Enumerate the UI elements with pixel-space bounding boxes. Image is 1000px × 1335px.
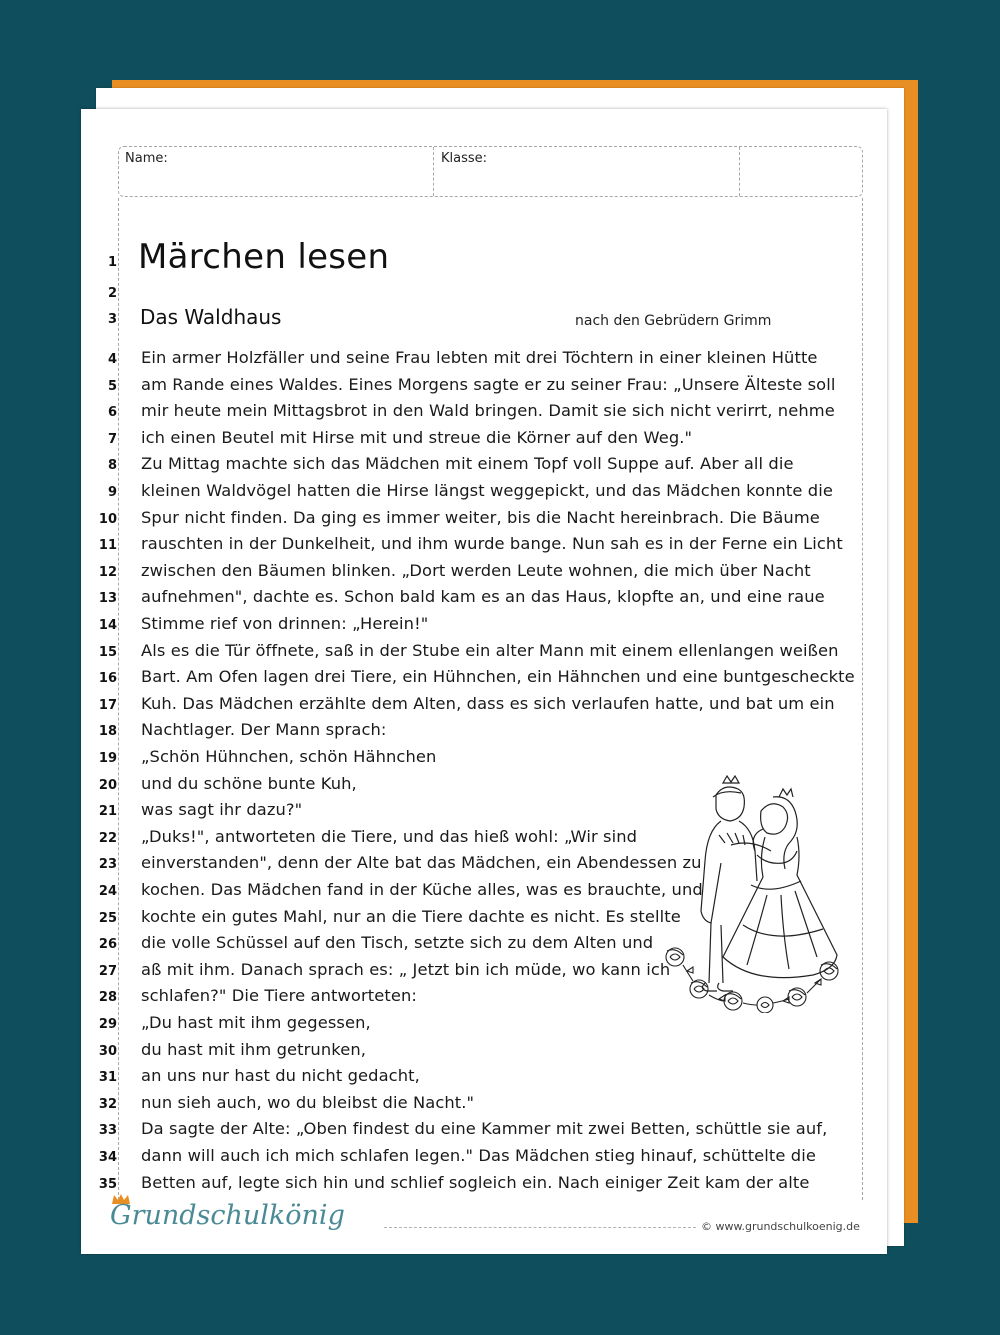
dancing-couple-illustration	[661, 775, 846, 1013]
line-number: 6	[107, 405, 117, 421]
line-number: 3	[107, 312, 117, 327]
story-line: Stimme rief von drinnen: „Herein!"	[141, 614, 429, 633]
story-line: Zu Mittag machte sich das Mädchen mit einem Topf voll Suppe auf. Aber all die	[141, 454, 794, 474]
line-number: 2	[107, 286, 117, 301]
line-number: 8	[107, 458, 117, 474]
story-line: kochte ein gutes Mahl, nur an die Tiere dachte es nicht. Es stellte	[141, 906, 681, 926]
line-number: 26	[98, 937, 117, 953]
story-line: Ein armer Holzfäller und seine Frau lebten mit drei Töchtern in einer kleinen Hütte	[141, 348, 818, 367]
story-line: dann will auch ich mich schlafen legen." Das Mädchen stieg hinauf, schüttelte die	[141, 1146, 816, 1165]
story-line: Nachtlager. Der Mann sprach:	[141, 720, 387, 740]
line-number: 21	[98, 804, 117, 820]
story-line: rauschten in der Dunkelheit, und ihm wurde bange. Nun sah es in der Ferne ein Licht	[141, 534, 843, 554]
story-line: kochen. Das Mädchen fand in der Küche alles, was es brauchte, und	[141, 880, 703, 899]
header-fields	[118, 146, 863, 197]
story-line: „Duks!", antworteten die Tiere, und das hieß wohl: „Wir sind	[141, 826, 638, 846]
line-number: 28	[98, 990, 117, 1006]
story-line: am Rande eines Waldes. Eines Morgens sagte er zu seiner Frau: „Unsere Älteste soll	[141, 374, 836, 394]
line-number: 12	[98, 564, 117, 580]
story-line: aufnehmen", dachte es. Schon bald kam es an das Haus, klopfte an, und eine raue	[141, 587, 825, 607]
story-line: Spur nicht finden. Da ging es immer weiter, bis die Nacht hereinbrach. Die Bäume	[141, 507, 820, 527]
story-line: an uns nur hast du nicht gedacht,	[141, 1066, 420, 1086]
line-number: 24	[98, 884, 117, 899]
story-line: was sagt ihr dazu?"	[141, 800, 303, 820]
story-line: Betten auf, legte sich hin und schlief sogleich ein. Nach einiger Zeit kam der alte	[141, 1172, 810, 1192]
story-line: „Schön Hühnchen, schön Hähnchen	[141, 747, 437, 766]
story-line: kleinen Waldvögel hatten die Hirse längst weggepickt, und das Mädchen konnte die	[141, 481, 833, 500]
page-title: Märchen lesen	[138, 237, 390, 277]
header-divider	[433, 147, 434, 196]
story-line: Da sagte der Alte: „Oben findest du eine Kammer mit zwei Betten, schüttle sie auf,	[141, 1119, 828, 1139]
line-number: 1	[107, 255, 117, 270]
line-number: 5	[107, 378, 117, 394]
line-number: 13	[98, 591, 117, 607]
story-source: nach den Gebrüdern Grimm	[575, 313, 772, 329]
name-field[interactable]	[119, 147, 433, 196]
line-number: 23	[98, 857, 117, 873]
line-number: 9	[107, 485, 117, 500]
line-number: 14	[98, 618, 117, 633]
line-number: 20	[98, 777, 117, 793]
extra-field[interactable]	[741, 147, 861, 196]
line-number: 33	[98, 1123, 117, 1139]
footer-url: © www.grundschulkoenig.de	[701, 1220, 860, 1233]
story-line: einverstanden", denn der Alte bat das Mädchen, ein Abendessen zu	[141, 853, 702, 873]
story-line: schlafen?" Die Tiere antworteten:	[141, 986, 417, 1006]
line-number: 7	[107, 431, 117, 447]
story-line: die volle Schüssel auf den Tisch, setzte sich zu dem Alten und	[141, 933, 654, 953]
story-line: mir heute mein Mittagsbrot in den Wald bringen. Damit sie sich nicht verirrt, nehme	[141, 401, 835, 421]
line-number: 25	[98, 910, 117, 926]
class-field[interactable]	[435, 147, 739, 196]
line-number: 22	[98, 830, 117, 846]
line-number: 15	[98, 644, 117, 660]
story-line: du hast mit ihm getrunken,	[141, 1039, 367, 1059]
story-line: und du schöne bunte Kuh,	[141, 773, 357, 793]
story-line: nun sieh auch, wo du bleibst die Nacht."	[141, 1092, 475, 1112]
line-number: 18	[98, 724, 117, 740]
story-line: ich einen Beutel mit Hirse mit und streue die Körner auf den Weg."	[141, 427, 693, 447]
name-label: Name:	[125, 151, 168, 166]
story-line: „Du hast mit ihm gegessen,	[141, 1013, 371, 1032]
line-number: 27	[98, 963, 117, 979]
line-number: 19	[98, 751, 117, 766]
line-number: 16	[98, 671, 117, 687]
story-line: Kuh. Das Mädchen erzählte dem Alten, dass es sich verlaufen hatte, und bat um ein	[141, 693, 835, 713]
line-number: 11	[98, 538, 117, 554]
line-number: 34	[98, 1150, 117, 1165]
class-label: Klasse:	[441, 151, 488, 166]
story-line: aß mit ihm. Danach sprach es: „ Jetzt bin ich müde, wo kann ich	[141, 959, 671, 979]
line-number: 29	[98, 1017, 117, 1032]
line-number: 31	[98, 1070, 117, 1086]
story-line: Bart. Am Ofen lagen drei Tiere, ein Hühnchen, ein Hähnchen und eine buntgescheckte	[141, 667, 855, 687]
line-number: 10	[98, 511, 117, 527]
line-number: 30	[98, 1043, 117, 1059]
story-line: Als es die Tür öffnete, saß in der Stube ein alter Mann mit einem ellenlangen weißen	[141, 640, 839, 660]
worksheet	[81, 109, 887, 1254]
brand-logo: Grundschulkönig	[110, 1200, 345, 1231]
story-title: Das Waldhaus	[140, 305, 282, 329]
footer-divider	[384, 1227, 696, 1228]
line-number: 4	[107, 352, 117, 367]
story-line: zwischen den Bäumen blinken. „Dort werden Leute wohnen, die mich über Nacht	[141, 560, 811, 580]
line-number: 32	[98, 1096, 117, 1112]
line-number: 35	[98, 1176, 117, 1192]
header-divider	[739, 147, 740, 196]
line-number: 17	[98, 697, 117, 713]
